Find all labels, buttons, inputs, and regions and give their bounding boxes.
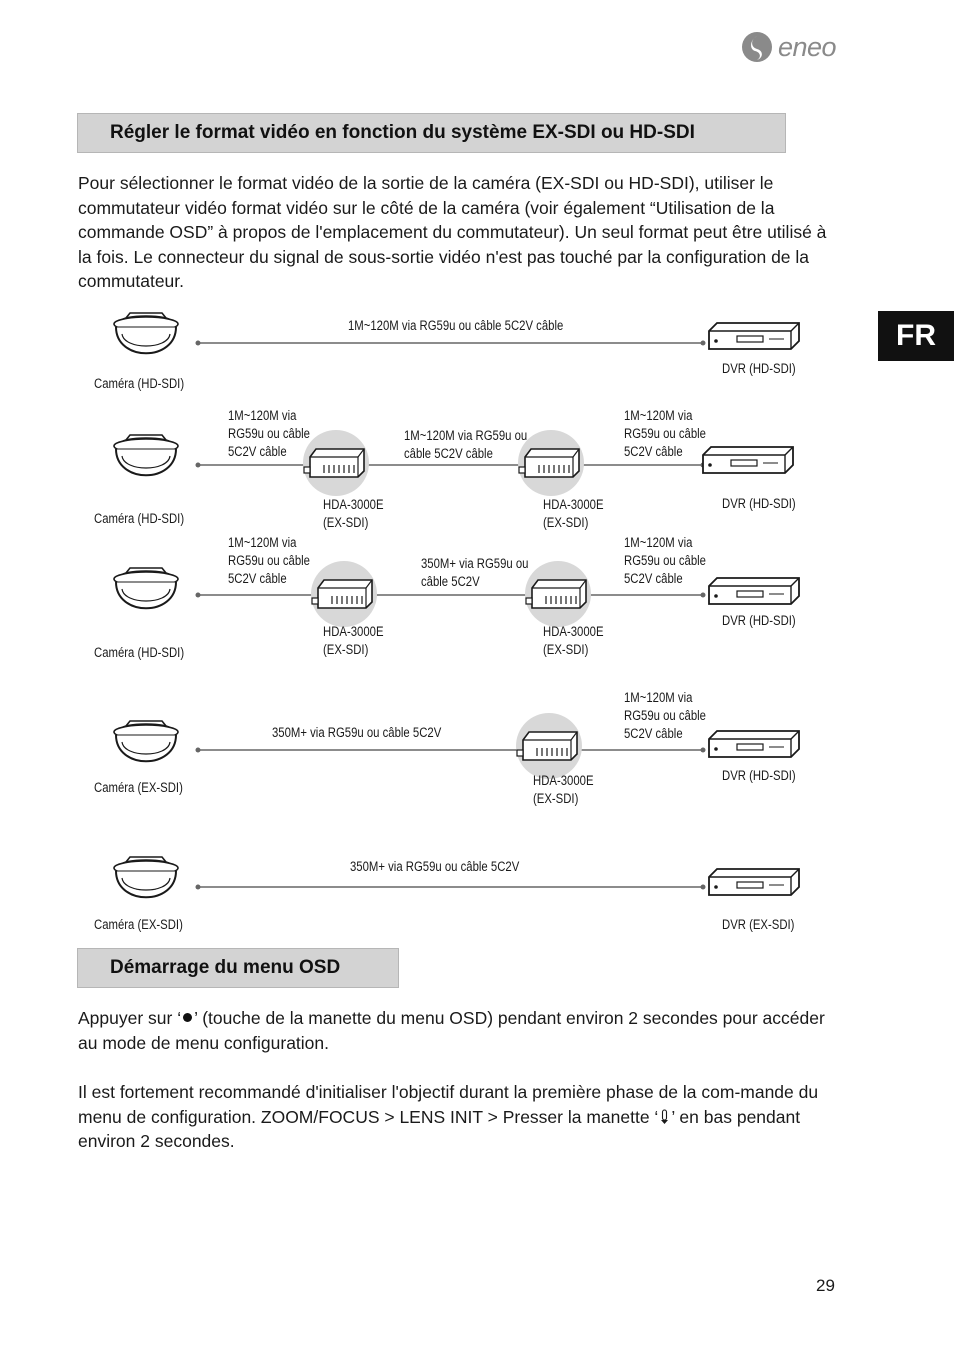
dvr-icon <box>709 869 799 895</box>
cable-label: 1M~120M via RG59u ou câble 5C2V câble <box>624 408 706 459</box>
dvr-label: DVR (HD-SDI) <box>722 768 796 783</box>
cable-label: 1M~120M via RG59u ou câble 5C2V câble <box>228 535 310 586</box>
joystick-press-icon <box>183 1013 192 1022</box>
cable-label: 1M~120M via RG59u ou câble 5C2V câble <box>404 428 528 461</box>
osd-text-before: Appuyer sur ‘ <box>78 1008 182 1028</box>
dvr-label: DVR (HD-SDI) <box>722 613 796 628</box>
dome-camera-icon <box>114 435 178 475</box>
dome-camera-icon <box>114 721 178 761</box>
lens-text-after: ’ en bas pendant environ 2 secondes. <box>78 1106 801 1151</box>
camera-label: Caméra (HD-SDI) <box>94 511 185 526</box>
cable-label: 1M~120M via RG59u ou câble 5C2V câble <box>228 408 310 459</box>
hda-label: HDA-3000E (EX-SDI) <box>323 497 384 530</box>
dvr-icon <box>709 323 799 349</box>
page-number: 29 <box>816 1276 835 1295</box>
dvr-label: DVR (EX-SDI) <box>722 917 795 932</box>
camera-label: Caméra (HD-SDI) <box>94 376 185 391</box>
section-body-video-format: Pour sélectionner le format vidéo de la sortie de la caméra (EX-SDI ou HD-SDI), utiliser le commutateur vidéo format vidéo sur le côté de la caméra (voir également “Utilisation de la commande OSD” à propos de l'emplacement du commutateur). Un seul format peut être utilisé à la fois. Le connecteur du signal de sous-sortie vidéo n'est pas touché par la configuration de la commutateur. <box>78 173 827 291</box>
hda-converter-icon <box>303 430 369 496</box>
osd-text-after: ’ (touche de la manette du menu OSD) pendant environ 2 secondes pour accéder au mode de menu configuration. <box>78 1008 825 1053</box>
hda-label: HDA-3000E (EX-SDI) <box>543 497 604 530</box>
hda-converter-icon <box>525 561 591 627</box>
brand-name: eneo <box>778 31 837 62</box>
joystick-down-icon <box>660 1109 669 1125</box>
dome-camera-icon <box>114 313 178 353</box>
cable-label: 350M+ via RG59u ou câble 5C2V <box>272 725 442 740</box>
hda-label: HDA-3000E (EX-SDI) <box>543 624 604 657</box>
osd-instruction-paragraph <box>78 1006 838 1055</box>
cable-label: 1M~120M via RG59u ou câble 5C2V câble <box>624 535 706 586</box>
dvr-icon <box>703 447 793 473</box>
dvr-label: DVR (HD-SDI) <box>722 361 796 376</box>
cable-label: 1M~120M via RG59u ou câble 5C2V câble <box>348 318 564 333</box>
hda-converter-icon <box>516 713 582 779</box>
language-tab: FR <box>878 311 954 361</box>
camera-label: Caméra (EX-SDI) <box>94 780 183 795</box>
dvr-icon <box>709 578 799 604</box>
hda-label: HDA-3000E (EX-SDI) <box>533 773 594 806</box>
camera-label: Caméra (HD-SDI) <box>94 645 185 660</box>
hda-converter-icon <box>518 430 584 496</box>
cable-label: 350M+ via RG59u ou câble 5C2V <box>421 556 529 589</box>
dome-camera-icon <box>114 568 178 608</box>
camera-label: Caméra (EX-SDI) <box>94 917 183 932</box>
cable-label: 350M+ via RG59u ou câble 5C2V <box>350 859 520 874</box>
lens-init-paragraph <box>78 1080 838 1154</box>
hda-label: HDA-3000E (EX-SDI) <box>323 624 384 657</box>
section-title-osd-menu: Démarrage du menu OSD <box>77 948 399 988</box>
lens-text-before: Il est fortement recommandé d'initialiser l'objectif durant la première phase de la com-mande du menu de configuration. ZOOM/FOCUS > LENS INIT > Presser la manette ‘ <box>78 1082 819 1127</box>
cable-label: 1M~120M via RG59u ou câble 5C2V câble <box>624 690 706 741</box>
hda-converter-icon <box>311 561 377 627</box>
dvr-label: DVR (HD-SDI) <box>722 496 796 511</box>
section-title-video-format: Régler le format vidéo en fonction du système EX-SDI ou HD-SDI <box>77 113 786 153</box>
dvr-icon <box>709 731 799 757</box>
dome-camera-icon <box>114 857 178 897</box>
